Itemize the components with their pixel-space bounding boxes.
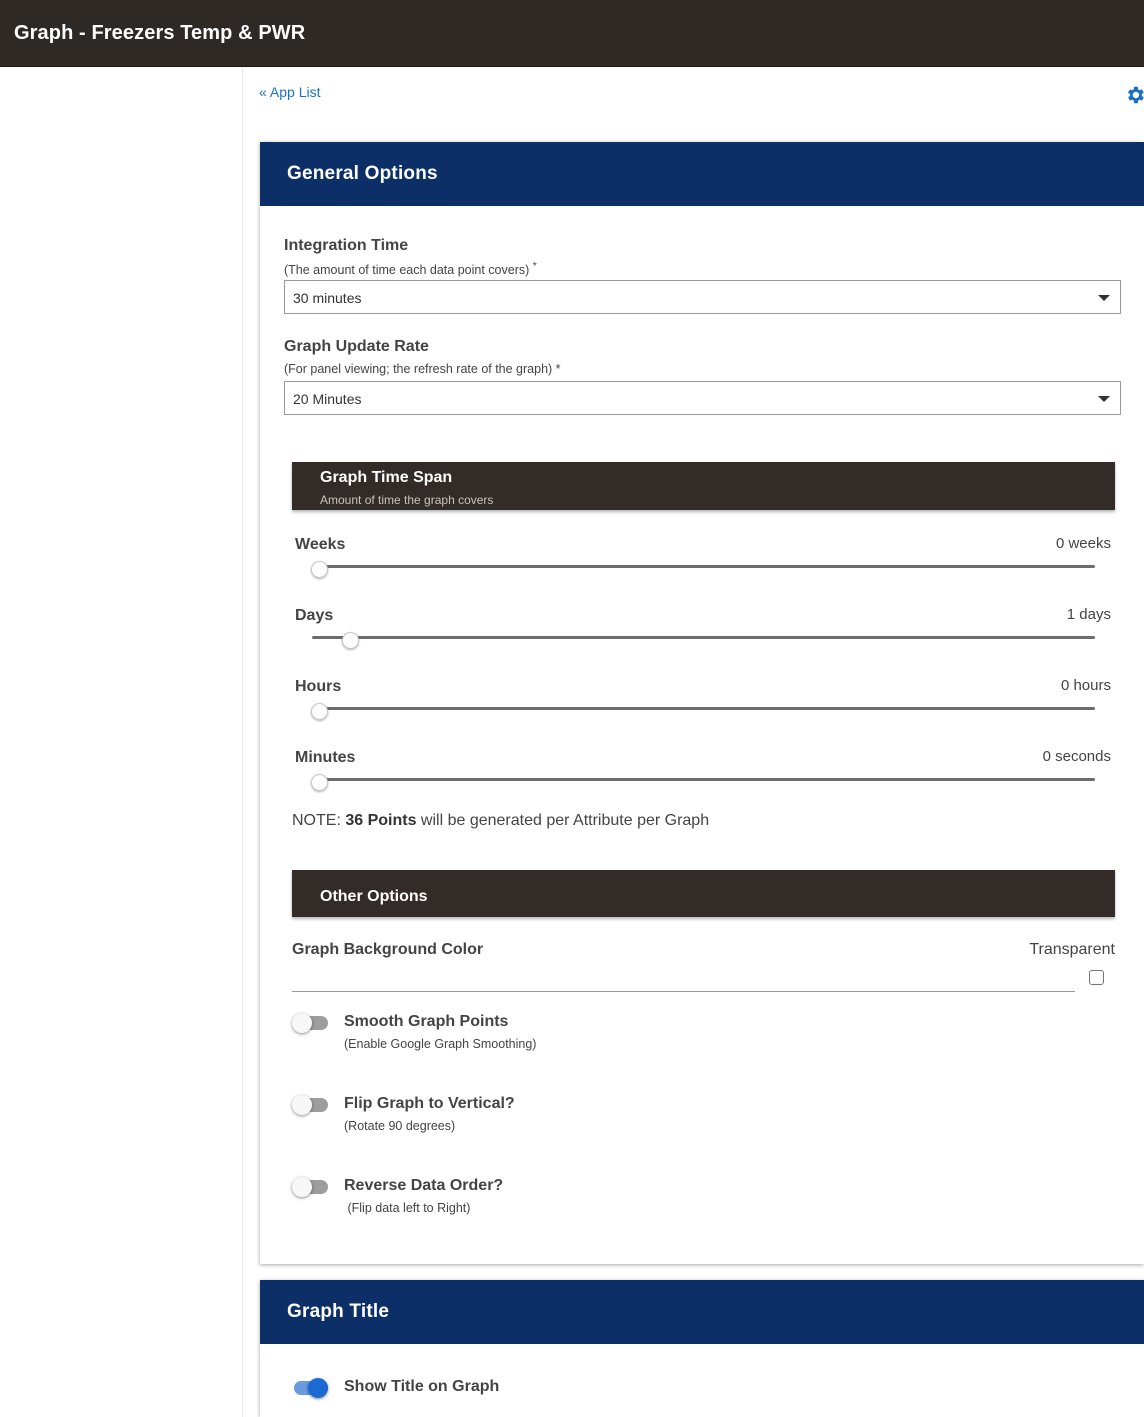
flip-vertical-title: Flip Graph to Vertical? <box>344 1095 515 1112</box>
other-options-title: Other Options <box>320 888 428 905</box>
required-mark: * <box>532 261 537 272</box>
minutes-value: 0 seconds <box>1042 748 1111 765</box>
hours-slider-track[interactable] <box>312 707 1095 710</box>
smooth-points-title: Smooth Graph Points <box>344 1013 509 1030</box>
weeks-slider-track[interactable] <box>312 565 1095 568</box>
left-sidebar <box>0 67 243 1417</box>
minutes-slider-handle[interactable] <box>311 774 328 791</box>
update-rate-label: Graph Update Rate <box>284 338 429 355</box>
bg-color-label: Graph Background Color <box>292 941 484 958</box>
page-title: Graph - Freezers Temp & PWR <box>14 22 306 44</box>
transparent-label: Transparent <box>1029 941 1115 958</box>
show-title-label: Show Title on Graph <box>344 1378 500 1395</box>
integration-time-value: 30 minutes <box>293 290 362 306</box>
weeks-value: 0 weeks <box>1055 535 1111 552</box>
flip-vertical-toggle[interactable] <box>292 1098 328 1112</box>
note-suffix: will be generated per Attribute per Graph <box>416 812 710 829</box>
minutes-label: Minutes <box>295 749 356 766</box>
other-options-header <box>292 870 1115 917</box>
flip-vertical-help: (Rotate 90 degrees) <box>344 1119 456 1133</box>
toggle-thumb <box>308 1378 328 1398</box>
integration-time-label: Integration Time <box>284 237 409 254</box>
integration-time-help <box>284 261 537 277</box>
reverse-order-help: (Flip data left to Right) <box>344 1201 471 1215</box>
weeks-slider-handle[interactable] <box>311 561 328 578</box>
time-span-header <box>292 462 1115 510</box>
graph-title-header <box>260 1280 1144 1344</box>
transparent-checkbox[interactable] <box>1089 970 1104 985</box>
days-value: 1 days <box>1066 606 1111 623</box>
time-span-subtitle: Amount of time the graph covers <box>320 493 494 507</box>
update-rate-help: (For panel viewing; the refresh rate of the graph) * <box>284 362 561 376</box>
integration-time-select[interactable] <box>284 280 1121 314</box>
show-title-toggle[interactable] <box>292 1381 328 1395</box>
note-points: 36 Points <box>345 812 417 829</box>
minutes-slider-track[interactable] <box>312 778 1095 781</box>
chevron-down-icon <box>1098 295 1110 301</box>
update-rate-select[interactable] <box>284 381 1121 415</box>
gear-icon[interactable] <box>1124 84 1144 106</box>
hours-value: 0 hours <box>1060 677 1111 694</box>
time-span-title: Graph Time Span <box>320 469 453 486</box>
toggle-thumb <box>292 1013 312 1033</box>
general-options-header <box>260 142 1144 206</box>
hours-label: Hours <box>295 678 342 695</box>
graph-title-card <box>260 1280 1144 1417</box>
bg-color-input[interactable] <box>292 991 1075 992</box>
days-slider-track[interactable] <box>312 636 1095 639</box>
reverse-order-toggle[interactable] <box>292 1180 328 1194</box>
days-label: Days <box>295 607 334 624</box>
app-header-bar <box>0 0 1144 67</box>
weeks-label: Weeks <box>295 536 346 553</box>
smooth-points-help: (Enable Google Graph Smoothing) <box>344 1037 537 1051</box>
reverse-order-title: Reverse Data Order? <box>344 1177 504 1194</box>
smooth-points-toggle[interactable] <box>292 1016 328 1030</box>
integration-time-help-text: (The amount of time each data point covers) <box>284 263 530 278</box>
app-list-link[interactable]: « App List <box>259 84 321 100</box>
points-note <box>292 812 709 830</box>
update-rate-value: 20 Minutes <box>293 391 362 407</box>
chevron-down-icon <box>1098 396 1110 402</box>
toggle-thumb <box>292 1095 312 1115</box>
toggle-thumb <box>292 1177 312 1197</box>
note-prefix: NOTE: <box>292 812 346 829</box>
graph-title-heading: Graph Title <box>287 1301 390 1322</box>
hours-slider-handle[interactable] <box>311 703 328 720</box>
general-options-title: General Options <box>287 163 438 184</box>
